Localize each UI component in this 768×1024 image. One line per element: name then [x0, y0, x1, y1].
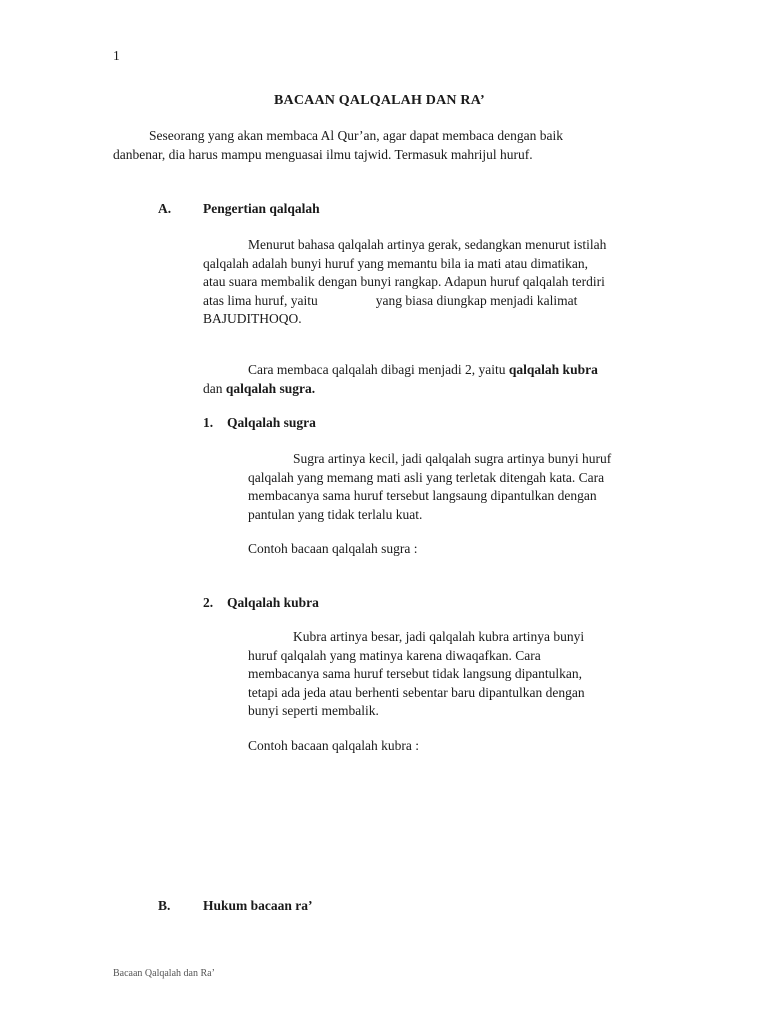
- section-b-heading: Hukum bacaan ra’: [203, 898, 313, 913]
- paragraph-line: pantulan yang tidak terlalu kuat.: [248, 506, 423, 522]
- paragraph-fragment: yang biasa diungkap menjadi kalimat: [375, 292, 578, 308]
- section-a-marker: A.: [158, 201, 172, 216]
- bold-term: qalqalah sugra.: [225, 380, 316, 396]
- paragraph-line: BAJUDITHOQO.: [203, 311, 302, 326]
- paragraph-line: tetapi ada jeda atau berhenti sebentar baru dipantulkan dengan: [248, 684, 585, 700]
- paragraph-fragment: atas lima huruf, yaitu: [203, 292, 318, 308]
- paragraph-line: bunyi seperti membalik.: [248, 703, 379, 718]
- kubra-example: Contoh bacaan qalqalah kubra :: [248, 738, 419, 753]
- paragraph-line: [203, 292, 606, 311]
- sugra-paragraph: [248, 450, 611, 524]
- paragraph-line: qalqalah adalah bunyi huruf yang memantu bila ia mati atau dimatikan,: [203, 255, 589, 271]
- section-a-paragraph-1: [203, 236, 606, 329]
- sugra-number: 1.: [203, 415, 214, 430]
- section-b-marker: B.: [158, 898, 171, 913]
- document-title: BACAAN QALQALAH DAN RA’: [274, 93, 485, 108]
- section-a-heading: Pengertian qalqalah: [203, 201, 320, 216]
- paragraph-fragment: Cara membaca qalqalah dibagi menjadi 2, yaitu: [248, 362, 506, 377]
- kubra-number: 2.: [203, 595, 214, 610]
- paragraph-line: Kubra artinya besar, jadi qalqalah kubra artinya bunyi: [293, 629, 585, 644]
- kubra-paragraph: [248, 628, 585, 721]
- bold-term: qalqalah kubra: [508, 362, 598, 377]
- paragraph-line: [203, 361, 598, 380]
- paragraph-line: huruf qalqalah yang matinya karena diwaqafkan. Cara: [248, 647, 541, 663]
- paragraph-line: [203, 380, 598, 399]
- paragraph-fragment: dan: [203, 380, 223, 396]
- paragraph-line: Sugra artinya kecil, jadi qalqalah sugra artinya bunyi huruf: [293, 451, 612, 466]
- paragraph-line: atau suara membalik dengan bunyi rangkap. Adapun huruf qalqalah terdiri: [203, 274, 605, 289]
- kubra-heading: Qalqalah kubra: [227, 595, 319, 610]
- page-number: 1: [113, 48, 120, 63]
- paragraph-line: Menurut bahasa qalqalah artinya gerak, sedangkan menurut istilah: [248, 237, 607, 252]
- intro-line: danbenar, dia harus mampu menguasai ilmu tajwid. Termasuk mahrijul huruf.: [113, 146, 533, 162]
- section-a-paragraph-2: [203, 361, 598, 398]
- sugra-example: Contoh bacaan qalqalah sugra :: [248, 541, 418, 556]
- paragraph-line: qalqalah yang memang mati asli yang terletak ditengah kata. Cara: [248, 469, 605, 485]
- intro-paragraph: [113, 127, 563, 164]
- intro-line: Seseorang yang akan membaca Al Qur’an, agar dapat membaca dengan baik: [149, 128, 563, 143]
- sugra-heading: Qalqalah sugra: [227, 415, 316, 430]
- paragraph-line: membacanya sama huruf tersebut langsaung dipantulkan dengan: [248, 488, 597, 503]
- page-footer: Bacaan Qalqalah dan Ra’: [113, 968, 215, 979]
- paragraph-line: membacanya sama huruf tersebut tidak langsung dipantulkan,: [248, 666, 583, 681]
